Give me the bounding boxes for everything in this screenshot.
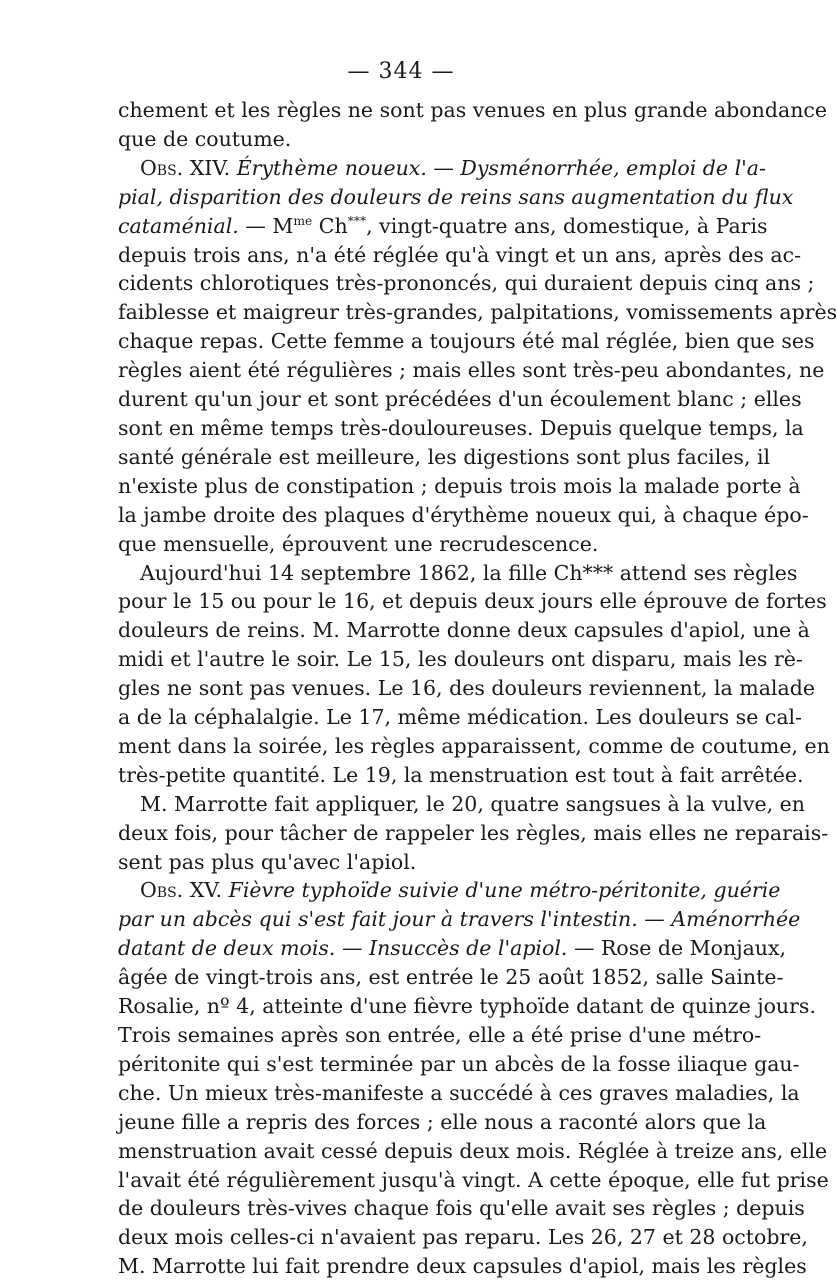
text-line: ment dans la soirée, les règles apparaissent, comme de coutume, en bbox=[118, 733, 830, 758]
text-line: Rosalie, nº 4, atteinte d'une fièvre typhoïde datant de quinze jours. bbox=[118, 994, 816, 1019]
obs14-title-part-1: Érythème noueux. — Dysménorrhée, emploi de l'a- bbox=[236, 155, 766, 180]
obs15-title-part-1: Fièvre typhoïde suivie d'une métro-péritonite, guérie bbox=[228, 878, 781, 903]
obs14-patient-prefix: — M bbox=[238, 213, 294, 238]
obs14-heading-line-2: pial, disparition des douleurs de reins sans augmentation du flux bbox=[118, 184, 794, 209]
text-line: faiblesse et maigreur très-grandes, palpitations, vomissements après bbox=[118, 300, 837, 325]
text-line: douleurs de reins. M. Marrotte donne deux capsules d'apiol, une à bbox=[118, 618, 810, 643]
text-line: jeune fille a repris des forces ; elle nous a raconté alors que la bbox=[118, 1109, 767, 1134]
text-line: chaque repas. Cette femme a toujours été mal réglée, bien que ses bbox=[118, 329, 815, 354]
obs15-title-part-3: datant de deux mois. — Insuccès de l'apiol. bbox=[118, 936, 568, 961]
text-line: che. Un mieux très-manifeste a succédé à ces graves maladies, la bbox=[118, 1080, 800, 1105]
text-line: cidents chlorotiques très-prononcés, qui duraient depuis cinq ans ; bbox=[118, 271, 815, 296]
obs15-patient-intro: — Rose de Monjaux, bbox=[567, 936, 787, 961]
text-line: que mensuelle, éprouvent une recrudescence. bbox=[118, 531, 599, 556]
text-line: gles ne sont pas venues. Le 16, des douleurs reviennent, la malade bbox=[118, 676, 815, 701]
obs14-label: Obs. XIV. bbox=[140, 155, 231, 180]
text-line: Aujourd'hui 14 septembre 1862, la fille Ch*** attend ses règles bbox=[140, 560, 798, 585]
text-line: règles aient été régulières ; mais elles sont très-peu abondantes, ne bbox=[118, 358, 825, 383]
obs14-patient-sup-2: *** bbox=[347, 213, 367, 228]
text-line: que de coutume. bbox=[118, 126, 292, 151]
text-line: de douleurs très-vives chaque fois qu'elle avait ses règles ; depuis bbox=[118, 1196, 805, 1221]
text-line: santé générale est meilleure, les digestions sont plus faciles, il bbox=[118, 444, 771, 469]
text-line: a de la céphalalgie. Le 17, même médication. Les douleurs se cal- bbox=[118, 705, 803, 730]
obs15-heading-line-1 bbox=[118, 876, 781, 905]
obs14-heading-line-1 bbox=[118, 154, 766, 183]
text-line: n'existe plus de constipation ; depuis trois mois la malade porte à bbox=[118, 473, 801, 498]
body-text bbox=[118, 96, 837, 1281]
text-line: pour le 15 ou pour le 16, et depuis deux jours elle éprouve de fortes bbox=[118, 589, 827, 614]
obs14-patient-sup-1: me bbox=[293, 213, 313, 228]
text-line: menstruation avait cessé depuis deux mois. Réglée à treize ans, elle bbox=[118, 1138, 828, 1163]
text-line: péritonite qui s'est terminée par un abcès de la fosse iliaque gau- bbox=[118, 1051, 800, 1076]
obs14-patient-rest: , vingt-quatre ans, domestique, à Paris bbox=[366, 213, 768, 238]
text-line: depuis trois ans, n'a été réglée qu'à vingt et un ans, après des ac- bbox=[118, 242, 802, 267]
text-line: M. Marrotte lui fait prendre deux capsules d'apiol, mais les règles bbox=[118, 1254, 807, 1279]
obs14-title-part-3: cataménial. bbox=[118, 213, 239, 238]
text-line: sont en même temps très-douloureuses. Depuis quelque temps, la bbox=[118, 415, 804, 440]
book-page bbox=[118, 52, 837, 1281]
text-line: chement et les règles ne sont pas venues en plus grande abondance bbox=[118, 98, 828, 122]
text-line: deux fois, pour tâcher de rappeler les règles, mais elles ne reparais- bbox=[118, 820, 829, 845]
text-line: durent qu'un jour et sont précédées d'un écoulement blanc ; elles bbox=[118, 387, 802, 412]
text-line: l'avait été régulièrement jusqu'à vingt. A cette époque, elle fut prise bbox=[118, 1167, 829, 1192]
text-line: très-petite quantité. Le 19, la menstruation est tout à fait arrêtée. bbox=[118, 762, 804, 787]
obs15-heading-line-2: par un abcès qui s'est fait jour à travers l'intestin. — Aménorrhée bbox=[118, 907, 801, 932]
obs14-heading-line-3 bbox=[118, 212, 768, 241]
text-line: deux mois celles-ci n'avaient pas reparu. Les 26, 27 et 28 octobre, bbox=[118, 1225, 808, 1250]
text-line: midi et l'autre le soir. Le 15, les douleurs ont disparu, mais les rè- bbox=[118, 647, 803, 672]
obs15-heading-line-3 bbox=[118, 934, 787, 963]
obs14-patient-name: Ch bbox=[312, 213, 348, 238]
text-line: âgée de vingt-trois ans, est entrée le 25 août 1852, salle Sainte- bbox=[118, 965, 784, 990]
text-line: sent pas plus qu'avec l'apiol. bbox=[118, 849, 417, 874]
text-line: Trois semaines après son entrée, elle a été prise d'une métro- bbox=[118, 1023, 762, 1047]
text-line: la jambe droite des plaques d'érythème noueux qui, à chaque épo- bbox=[118, 502, 809, 527]
obs15-label: Obs. XV. bbox=[140, 878, 223, 903]
text-line: M. Marrotte fait appliquer, le 20, quatre sangsues à la vulve, en bbox=[140, 791, 806, 816]
page-number: — 344 — bbox=[347, 59, 455, 84]
